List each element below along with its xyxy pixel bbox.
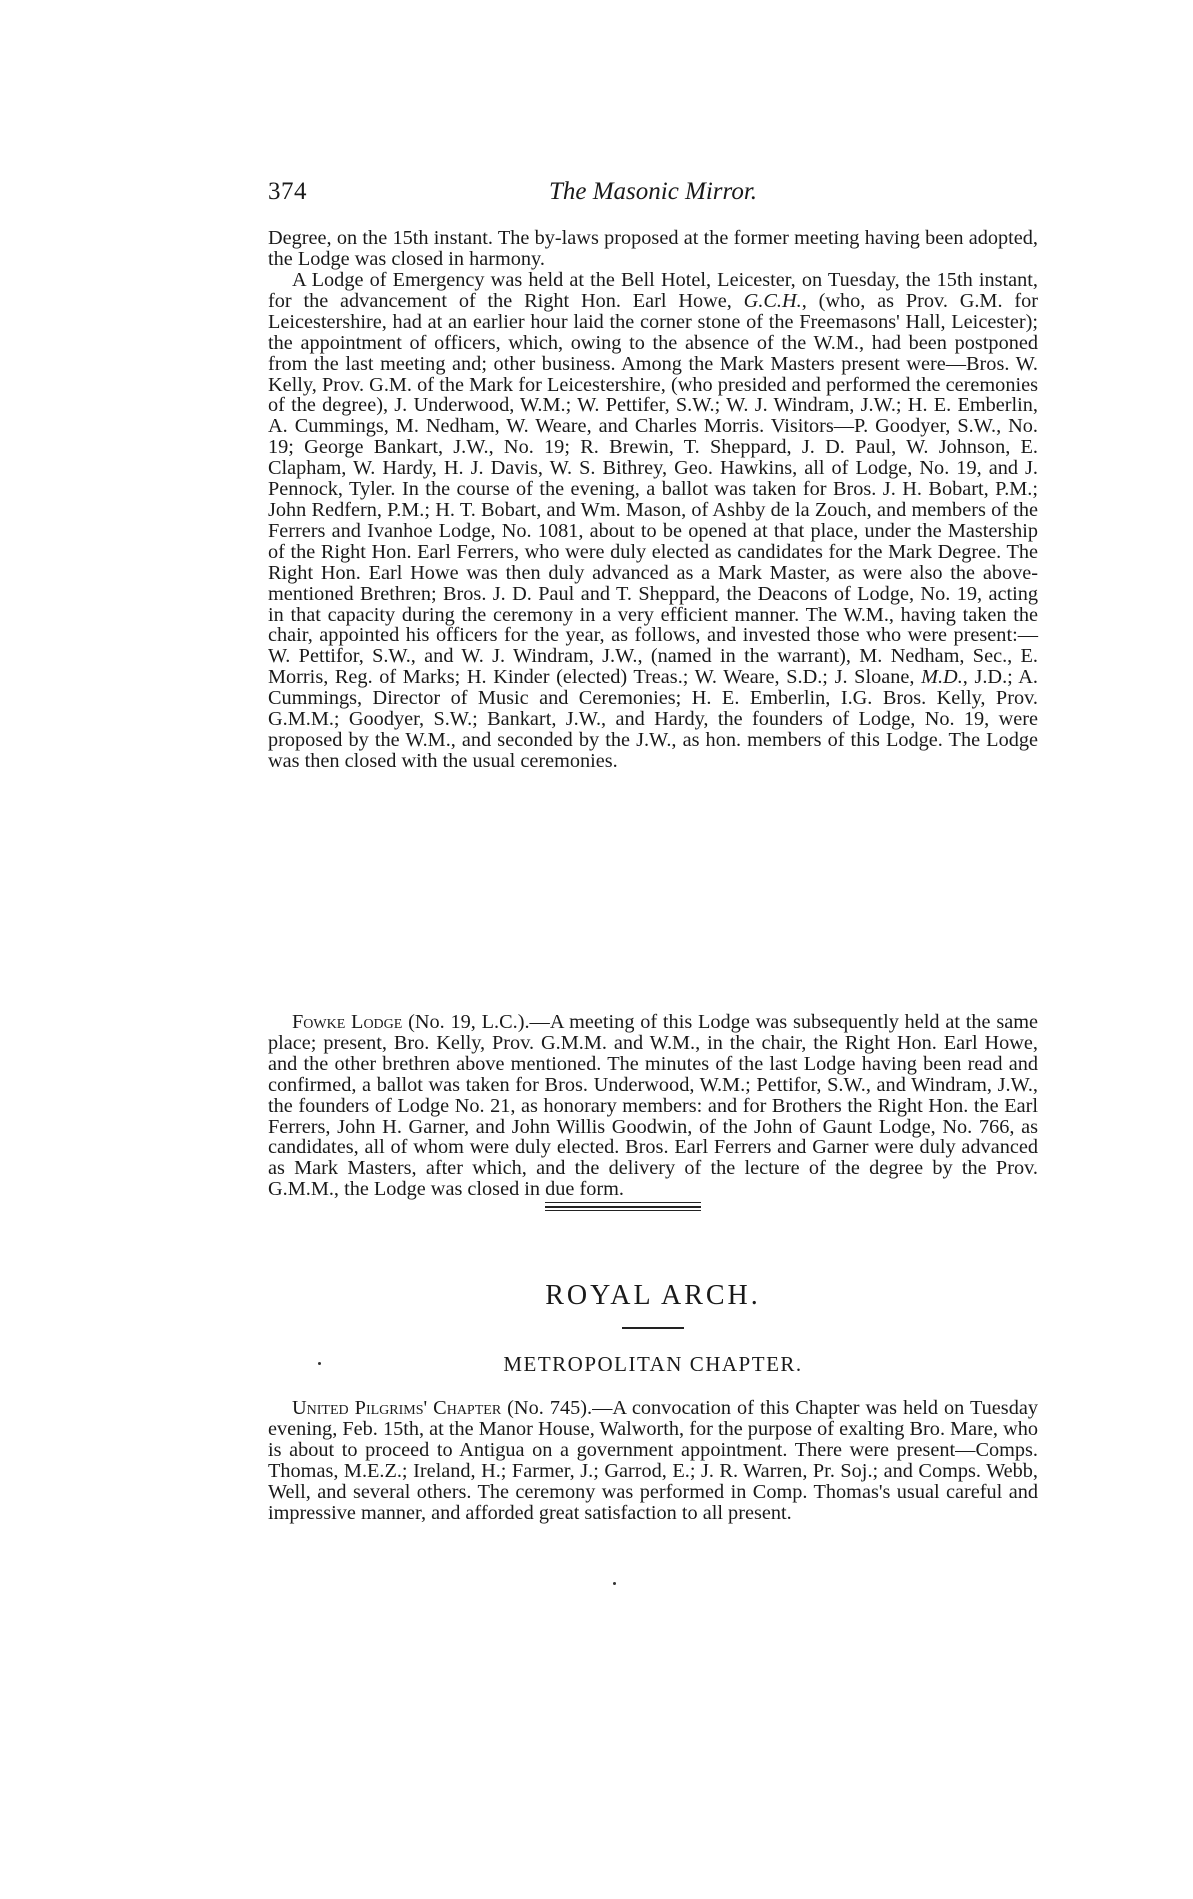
paragraph-text — [268, 1398, 1038, 1523]
paragraph-united-pilgrims-chapter — [268, 1398, 1038, 1523]
rule-line — [545, 1206, 701, 1208]
rule-line — [545, 1210, 701, 1211]
lead-in-small-caps: United Pilgrims' Chapter — [292, 1397, 502, 1419]
italic-run: M.D. — [921, 666, 963, 689]
page-number: 374 — [268, 178, 307, 205]
print-speck — [318, 1362, 321, 1365]
rule-line — [545, 1202, 701, 1203]
paragraph-fowke-lodge — [268, 1012, 1038, 1200]
lead-in-small-caps: Fowke Lodge — [292, 1011, 403, 1033]
print-speck — [613, 1582, 616, 1585]
paragraph-continued — [268, 228, 1038, 270]
paragraph-text: Degree, on the 15th instant. The by-laws proposed at the former meeting having been adopted, the Lodge was closed in harmony. — [268, 227, 1038, 270]
paragraph-text — [268, 1012, 1038, 1200]
paragraph-text — [268, 270, 1038, 772]
text-run: , J.D.; A. Cummings, Director of Music and Ceremonies; H. E. Emberlin, I.G. Bros. Kelly, Prov. G.M.M.; Goodyer, S.W.; Bankart, J.W., and Hardy, the founders of Lodge, No. 19, were proposed by the W.M., and seconded by the J.W., as hon. members of this Lodge. The Lodge was then closed with the usual ceremonies. — [268, 666, 1039, 772]
subheading-metropolitan-chapter: METROPOLITAN CHAPTER. — [503, 1352, 803, 1376]
running-head — [268, 178, 1038, 218]
text-run: A Lodge of Emergency was held at the Bell Hotel, Leicester, on Tuesday, the 15th instant, for the advancement of the Right Hon. Earl Howe, — [268, 269, 1038, 312]
journal-title: The Masonic Mirror. — [548, 178, 758, 205]
heading-rule — [622, 1327, 684, 1329]
section-heading-royal-arch: ROYAL ARCH. — [545, 1280, 761, 1311]
text-run: (No. 19, L.C.).—A meeting of this Lodge was subsequently held at the same place; present, Bro. Kelly, Prov. G.M.M. and W.M., in the chair, the Right Hon. Earl Howe, and the other brethren above mentioned. The minutes of the last Lodge having been read and confirmed, a ballot was taken for Bros. Underwood, W.M.; Pettifor, S.W., and Windram, J.W., the founders of Lodge No. 21, as honorary members: and for Brothers the Right Hon. the Earl Ferrers, John H. Garner, and John Willis Goodwin, of the John of Gaunt Lodge, No. 766, as candidates, all of whom were duly elected. Bros. Earl Ferrers and Garner were duly advanced as Mark Masters, after which, and the delivery of the lecture of the degree by the Prov. G.M.M., the Lodge was closed in due form. — [268, 1011, 1038, 1201]
italic-run: G.C.H. — [743, 289, 802, 312]
text-run: (No. 745).—A convocation of this Chapter was held on Tuesday evening, Feb. 15th, at the Manor House, Walworth, for the purpose of exalting Bro. Mare, who is about to proceed to Antigua on a government appointment. There were present—Comps. Thomas, M.E.Z.; Ireland, H.; Farmer, J.; Garrod, E.; J. R. Warren, Pr. Soj.; and Comps. Webb, Well, and several others. The ceremony was performed in Comp. Thomas's usual careful and impressive manner, and afforded great satisfaction to all present. — [268, 1397, 1038, 1524]
section-divider-double-rule — [545, 1202, 701, 1210]
text-run: , (who, as Prov. G.M. for Leicestershire, had at an earlier hour laid the corner stone of the Freemasons' Hall, Leicester); the appointment of officers, which, owing to the absence of the W.M., had been postponed from the last meeting and; other business. Among the Mark Masters present were—Bros. W. Kelly, Prov. G.M. of the Mark for Leicestershire, (who presided and performed the ceremonies of the degree), J. Underwood, W.M.; W. Pettifer, S.W.; W. J. Windram, J.W.; H. E. Emberlin, A. Cummings, M. Nedham, W. Weare, and Charles Morris. Visitors—P. Goodyer, S.W., No. 19; George Bankart, J.W., No. 19; R. Brewin, T. Sheppard, J. D. Paul, W. Johnson, E. Clapham, W. Hardy, H. J. Davis, W. S. Bithrey, Geo. Hawkins, all of Lodge, No. 19, and J. Pennock, Tyler. In the course of the evening, a ballot was taken for Bros. J. H. Bobart, P.M.; John Redfern, P.M.; H. T. Bobart, and Wm. Mason, of Ashby de la Zouch, and members of the Ferrers and Ivanhoe Lodge, No. 1081, about to be opened at that place, under the Mastership of the Right Hon. Earl Ferrers, who were duly elected as candidates for the Mark Degree. The Right Hon. Earl Howe was then duly advanced as a Mark Master, as were also the above-mentioned Brethren; Bros. J. D. Paul and T. Sheppard, the Deacons of Lodge, No. 19, acting in that capacity during the ceremony in a very efficient manner. The W.M., having taken the chair, appointed his officers for the year, as follows, and invested those who were present:—W. Pettifor, S.W., and W. J. Windram, J.W., (named in the warrant), M. Nedham, Sec., E. Morris, Reg. of Marks; H. Kinder (elected) Treas.; W. Weare, S.D.; J. Sloane, — [268, 289, 1038, 689]
paragraph-lodge-of-emergency — [268, 270, 1038, 772]
